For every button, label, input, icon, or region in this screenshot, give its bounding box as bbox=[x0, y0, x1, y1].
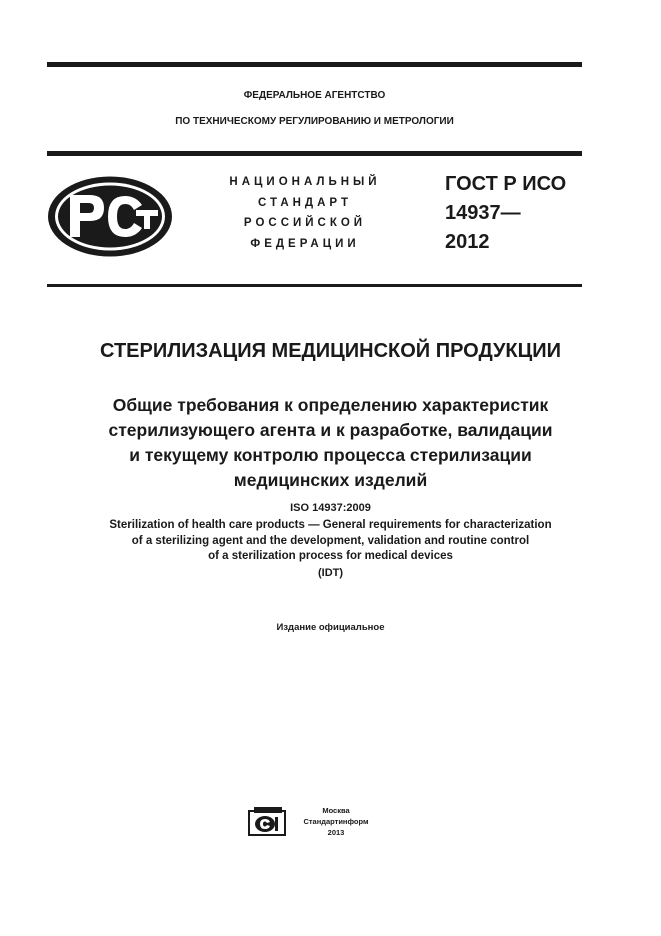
iso-code: ISO 14937:2009 bbox=[290, 502, 371, 514]
header-divider bbox=[47, 151, 582, 156]
national-standard-line-1: НАЦИОНАЛЬНЫЙ bbox=[229, 176, 381, 188]
rst-certification-logo-icon bbox=[46, 175, 174, 258]
publisher-city: Москва bbox=[322, 806, 350, 815]
subtitle-line-1: Общие требования к определению характеристик bbox=[112, 395, 549, 415]
subtitle-line-2: стерилизующего агента и к разработке, валидации bbox=[108, 420, 553, 440]
standartinform-logo-icon bbox=[248, 807, 288, 837]
publisher-block bbox=[296, 805, 376, 838]
publisher-year: 2013 bbox=[327, 828, 345, 837]
iso-title-line-1: Sterilization of health care products — General requirements for characterization bbox=[109, 519, 552, 531]
subtitle-line-4: медицинских изделий bbox=[233, 470, 428, 490]
designation-line-1: ГОСТ Р ИСО bbox=[445, 173, 567, 195]
designation-line-2: 14937— bbox=[445, 202, 521, 224]
standard-designation bbox=[445, 170, 566, 257]
iso-title-line-2: of a sterilizing agent and the development, validation and routine control bbox=[131, 534, 530, 547]
national-standard-line-2: СТАНДАРТ bbox=[258, 196, 352, 209]
publisher-name: Стандартинформ bbox=[303, 817, 369, 826]
national-standard-line-3: РОССИЙСКОЙ bbox=[243, 217, 367, 229]
designation-line-3: 2012 bbox=[445, 231, 490, 253]
agency-line-2: ПО ТЕХНИЧЕСКОМУ РЕГУЛИРОВАНИЮ И МЕТРОЛОГИИ bbox=[175, 116, 454, 127]
title-divider bbox=[47, 284, 582, 287]
iso-title-line-3: of a sterilization process for medical devices bbox=[208, 550, 453, 562]
subtitle-line-3: и текущему контролю процесса стерилизации bbox=[129, 445, 532, 465]
top-divider bbox=[47, 62, 582, 67]
national-standard-line-4: ФЕДЕРАЦИИ bbox=[250, 237, 360, 250]
edition-label: Издание официальное bbox=[276, 622, 385, 633]
agency-line-1: ФЕДЕРАЛЬНОЕ АГЕНТСТВО bbox=[243, 90, 386, 101]
document-subtitle bbox=[20, 393, 641, 493]
iso-title bbox=[20, 518, 641, 565]
document-title: СТЕРИЛИЗАЦИЯ МЕДИЦИНСКОЙ ПРОДУКЦИИ bbox=[100, 340, 561, 362]
idt-label: (IDT) bbox=[317, 567, 344, 579]
national-standard-block bbox=[200, 172, 410, 254]
